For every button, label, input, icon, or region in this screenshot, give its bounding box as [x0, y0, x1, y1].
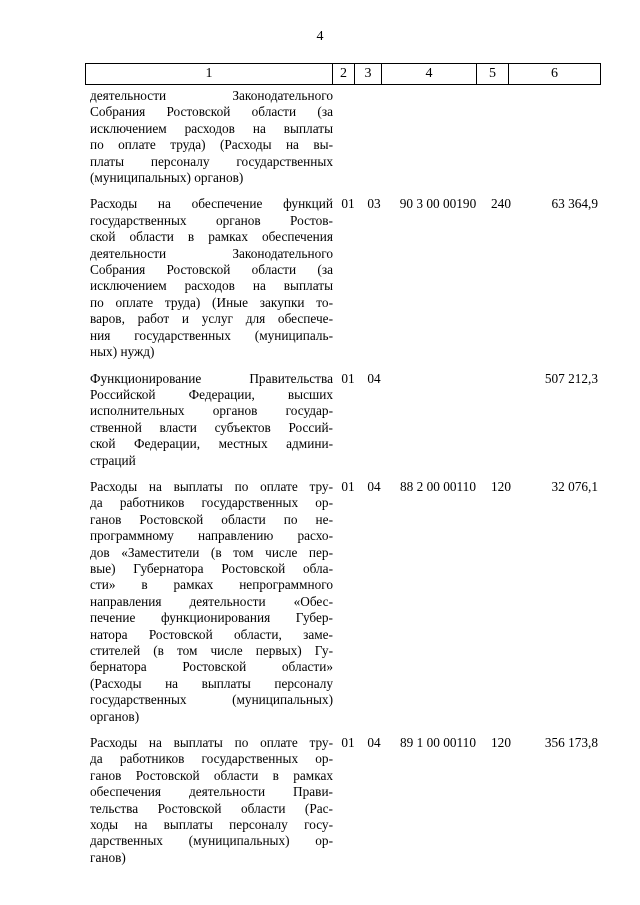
cell-c4: 90 3 00 00190	[399, 196, 477, 212]
row-description	[90, 88, 333, 186]
row-description-line: натора Ростовской области, заме-	[90, 626, 333, 642]
row-description-line: ных) нужд)	[90, 344, 155, 360]
cell-c5: 120	[491, 735, 511, 751]
table-body	[85, 88, 600, 876]
column-header-1: 1	[86, 64, 333, 85]
table-header	[85, 63, 600, 85]
column-header-4: 4	[382, 64, 477, 85]
table-row	[85, 196, 600, 360]
row-description-line: ходы на выплаты персоналу госу-	[90, 817, 333, 833]
table-row	[85, 479, 600, 725]
row-description-line: печение функционирования Губер-	[90, 610, 333, 626]
cell-c6: 63 364,9	[551, 196, 598, 212]
row-description-line: платы персоналу государственных	[90, 153, 333, 169]
cell-c3: 04	[367, 735, 381, 751]
page-number: 4	[316, 29, 324, 44]
row-description	[90, 479, 333, 725]
cell-c3: 04	[367, 370, 381, 386]
row-description-line: по оплате труда) (Иные закупки то-	[90, 294, 333, 310]
cell-c2: 01	[341, 196, 355, 212]
row-description-line: органов)	[90, 708, 140, 724]
row-description-line: государственных органов Ростов-	[90, 212, 333, 228]
row-description-line: деятельности Законодательного	[90, 88, 333, 103]
row-description-line: (муниципальных) органов)	[90, 170, 244, 186]
row-description-line: ния государственных (муниципаль-	[90, 327, 333, 343]
cell-c5: 240	[491, 196, 511, 212]
row-description-line: страций	[90, 452, 136, 468]
row-description-line: Расходы на выплаты по оплате тру-	[90, 478, 333, 494]
row-description-line: Расходы на выплаты по оплате тру-	[90, 735, 333, 751]
row-description-line: исключением расходов на выплаты	[90, 120, 333, 136]
table-row	[85, 735, 600, 866]
row-description-line: вые) Губернатора Ростовской обла-	[90, 560, 333, 576]
row-description	[90, 196, 333, 360]
column-header-3: 3	[355, 64, 382, 85]
row-description-line: ганов Ростовской области в рамках	[90, 767, 333, 783]
cell-c4: 88 2 00 00110	[400, 478, 476, 494]
row-description-line: обеспечения деятельности Прави-	[90, 784, 333, 800]
cell-c2: 01	[341, 370, 355, 386]
row-description-line: ской области в рамках обеспечения	[90, 229, 333, 245]
row-description-line: исключением расходов на выплаты	[90, 278, 333, 294]
row-description-line: варов, работ и услуг для обеспече-	[90, 311, 333, 327]
row-description-line: да работников государственных ор-	[90, 751, 333, 767]
table-row	[85, 371, 600, 469]
row-description-line: да работников государственных ор-	[90, 495, 333, 511]
column-header-6: 6	[509, 64, 601, 85]
row-description-line: программному направлению расхо-	[90, 528, 333, 544]
row-description-line: ганов)	[90, 849, 126, 865]
row-description-line: Собрания Ростовской области (за	[90, 104, 333, 120]
row-description-line: направления деятельности «Обес-	[90, 593, 333, 609]
row-description-line: по оплате труда) (Расходы на вы-	[90, 137, 333, 153]
cell-c4: 89 1 00 00110	[400, 735, 476, 751]
row-description-line: дов «Заместители (в том числе пер-	[90, 544, 333, 560]
row-description	[90, 735, 333, 866]
row-description-line: стителей (в том числе первых) Гу-	[90, 643, 333, 658]
column-header-5: 5	[477, 64, 509, 85]
cell-c2: 01	[341, 478, 355, 494]
row-description-line: ганов Ростовской области по не-	[90, 511, 333, 527]
cell-c6: 32 076,1	[551, 478, 598, 494]
row-description-line: (Расходы на выплаты персоналу	[90, 675, 333, 691]
cell-c3: 03	[367, 196, 381, 212]
table-row	[85, 88, 600, 186]
row-description-line: исполнительных органов государ-	[90, 403, 333, 419]
row-description-line: Расходы на обеспечение функций	[90, 196, 333, 212]
cell-c6: 356 173,8	[544, 735, 598, 751]
cell-c3: 04	[367, 478, 381, 494]
column-header-2: 2	[333, 64, 355, 85]
row-description-line: бернатора Ростовской области»	[90, 659, 333, 675]
row-description-line: тельства Ростовской области (Рас-	[90, 800, 333, 816]
cell-c6: 507 212,3	[544, 370, 598, 386]
row-description-line: Российской Федерации, высших	[90, 386, 333, 402]
row-description-line: деятельности Законодательного	[90, 245, 333, 261]
row-description-line: Функционирование Правительства	[90, 370, 333, 386]
row-description-line: сти» в рамках непрограммного	[90, 577, 333, 593]
cell-c2: 01	[341, 735, 355, 751]
row-description-line: ственной власти субъектов Россий-	[90, 419, 333, 435]
row-description-line: дарственных (муниципальных) ор-	[90, 833, 333, 849]
row-description-line: Собрания Ростовской области (за	[90, 262, 333, 278]
row-description-line: государственных (муниципальных)	[90, 692, 333, 708]
row-description	[90, 371, 333, 469]
row-description-line: ской Федерации, местных админи-	[90, 436, 333, 452]
cell-c5: 120	[491, 478, 511, 494]
